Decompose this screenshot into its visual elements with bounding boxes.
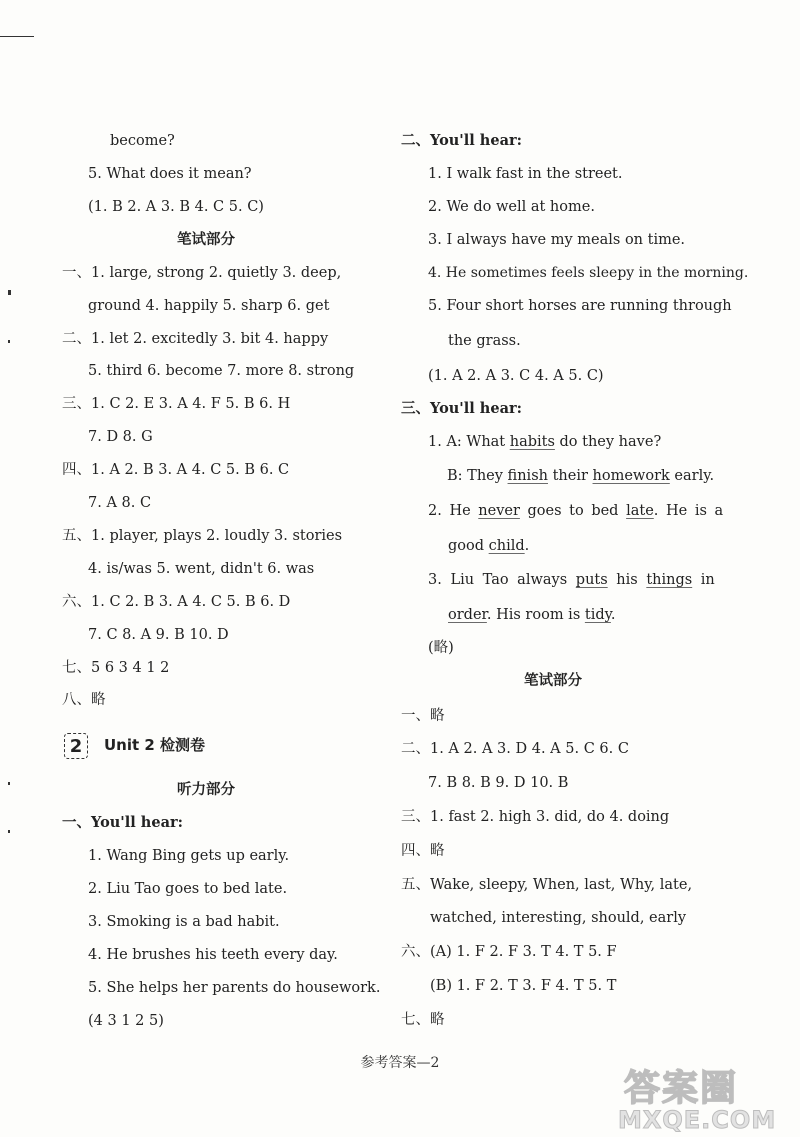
- transcript-line: 2. We do well at home.: [428, 199, 595, 215]
- site-watermark: [618, 1060, 794, 1134]
- answer-line: 7. C 8. A 9. B 10. D: [88, 627, 229, 643]
- transcript-line: 4. He sometimes feels sleepy in the morning.: [428, 265, 749, 281]
- dialogue-line: [428, 501, 723, 521]
- text: B: They: [447, 468, 508, 484]
- scan-mark-dot: [8, 340, 10, 343]
- watermark-logo-text: 答案圈: [624, 1068, 739, 1109]
- answer-line: ground 4. happily 5. sharp 6. get: [88, 298, 330, 314]
- underlined-word: finish: [507, 468, 548, 484]
- answer-line: (B) 1. F 2. T 3. F 4. T 5. T: [430, 978, 617, 994]
- scan-mark-top: [0, 36, 34, 37]
- scan-mark-dot: [8, 290, 11, 295]
- answer-line: 5. third 6. become 7. more 8. strong: [88, 363, 355, 379]
- answer-line: watched, interesting, should, early: [430, 910, 687, 926]
- answer-line: 一、略: [401, 708, 445, 724]
- scan-mark-dot: [8, 782, 10, 785]
- dialogue-line: [428, 570, 715, 590]
- text: 2. He: [428, 503, 479, 519]
- answer-line: 六、(A) 1. F 2. F 3. T 4. T 5. F: [401, 944, 617, 960]
- answer-line: 三、1. C 2. E 3. A 4. F 5. B 6. H: [62, 396, 291, 412]
- underlined-word: puts: [575, 572, 608, 588]
- text: goes to bed: [519, 503, 627, 519]
- underlined-word: habits: [509, 434, 555, 450]
- transcript-line: 3. I always have my meals on time.: [428, 232, 686, 248]
- answer-line: 7. D 8. G: [88, 429, 153, 445]
- text: his: [607, 572, 647, 588]
- text: good: [448, 538, 489, 554]
- answer-line: 七、5 6 3 4 1 2: [62, 660, 170, 676]
- underlined-word: things: [646, 572, 693, 588]
- text: in: [692, 572, 715, 588]
- answer-line: 4. is/was 5. went, didn't 6. was: [88, 561, 315, 577]
- underlined-word: late: [626, 503, 654, 519]
- answer-line: 7. B 8. B 9. D 10. B: [428, 775, 569, 791]
- unit-number-badge: 2: [64, 733, 88, 759]
- unit-title: Unit 2 检测卷: [104, 736, 206, 754]
- answer-line: 三、1. fast 2. high 3. did, do 4. doing: [401, 809, 670, 825]
- text: 3. Liu Tao always: [428, 572, 576, 588]
- section-label: 二、You'll hear:: [401, 132, 522, 149]
- transcript-line: the grass.: [448, 333, 521, 349]
- answer-line: 四、1. A 2. B 3. A 4. C 5. B 6. C: [62, 462, 290, 478]
- transcript-line: 4. He brushes his teeth every day.: [88, 947, 338, 963]
- underlined-word: order: [448, 607, 487, 623]
- text: 1. A: What: [428, 434, 510, 450]
- scan-mark-dot: [8, 830, 10, 833]
- text: early.: [669, 468, 715, 484]
- watermark-url: MXQE.COM: [618, 1106, 777, 1134]
- answer-line: 一、1. large, strong 2. quietly 3. deep,: [62, 265, 342, 281]
- answer-key: (4 3 1 2 5): [88, 1013, 164, 1029]
- answer-line: become?: [110, 133, 175, 149]
- transcript-line: 1. Wang Bing gets up early.: [88, 848, 290, 864]
- underlined-word: homework: [592, 468, 670, 484]
- answer-line: 八、略: [62, 692, 106, 708]
- underlined-word: child: [488, 538, 525, 554]
- section-heading-written: 笔试部分: [524, 673, 582, 689]
- underlined-word: tidy: [584, 607, 611, 623]
- answer-line: 二、1. let 2. excitedly 3. bit 4. happy: [62, 331, 329, 347]
- answer-line: 五、Wake, sleepy, When, last, Why, late,: [401, 877, 693, 893]
- answer-line: 五、1. player, plays 2. loudly 3. stories: [62, 528, 343, 544]
- dialogue-line: [448, 536, 529, 556]
- text: . His room is: [486, 607, 585, 623]
- transcript-line: 5. Four short horses are running through: [428, 298, 732, 314]
- answer-key: (1. B 2. A 3. B 4. C 5. C): [88, 199, 264, 215]
- text: their: [547, 468, 593, 484]
- answer-line: (略): [428, 640, 454, 656]
- transcript-line: 2. Liu Tao goes to bed late.: [88, 881, 288, 897]
- dialogue-line: [448, 605, 616, 625]
- section-heading-listening: 听力部分: [177, 782, 235, 798]
- text: .: [610, 607, 616, 623]
- dialogue-line: [447, 466, 714, 486]
- underlined-word: never: [478, 503, 520, 519]
- text: .: [524, 538, 530, 554]
- answer-key: (1. A 2. A 3. C 4. A 5. C): [428, 368, 604, 384]
- answer-line: 7. A 8. C: [88, 495, 152, 511]
- answer-line: 七、略: [401, 1012, 445, 1028]
- page-footer: 参考答案—2: [360, 1055, 440, 1071]
- dialogue-line: [428, 432, 661, 452]
- answer-line: 四、略: [401, 843, 445, 859]
- transcript-line: 1. I walk fast in the street.: [428, 166, 623, 182]
- answer-line: 六、1. C 2. B 3. A 4. C 5. B 6. D: [62, 594, 291, 610]
- section-label: 三、You'll hear:: [401, 400, 522, 417]
- answer-line: 5. What does it mean?: [88, 166, 252, 182]
- section-label: 一、You'll hear:: [62, 814, 183, 831]
- text: . He is a: [653, 503, 724, 519]
- section-heading-written: 笔试部分: [177, 232, 235, 248]
- transcript-line: 3. Smoking is a bad habit.: [88, 914, 280, 930]
- text: do they have?: [554, 434, 662, 450]
- answer-line: 二、1. A 2. A 3. D 4. A 5. C 6. C: [401, 741, 629, 757]
- transcript-line: 5. She helps her parents do housework.: [88, 980, 381, 996]
